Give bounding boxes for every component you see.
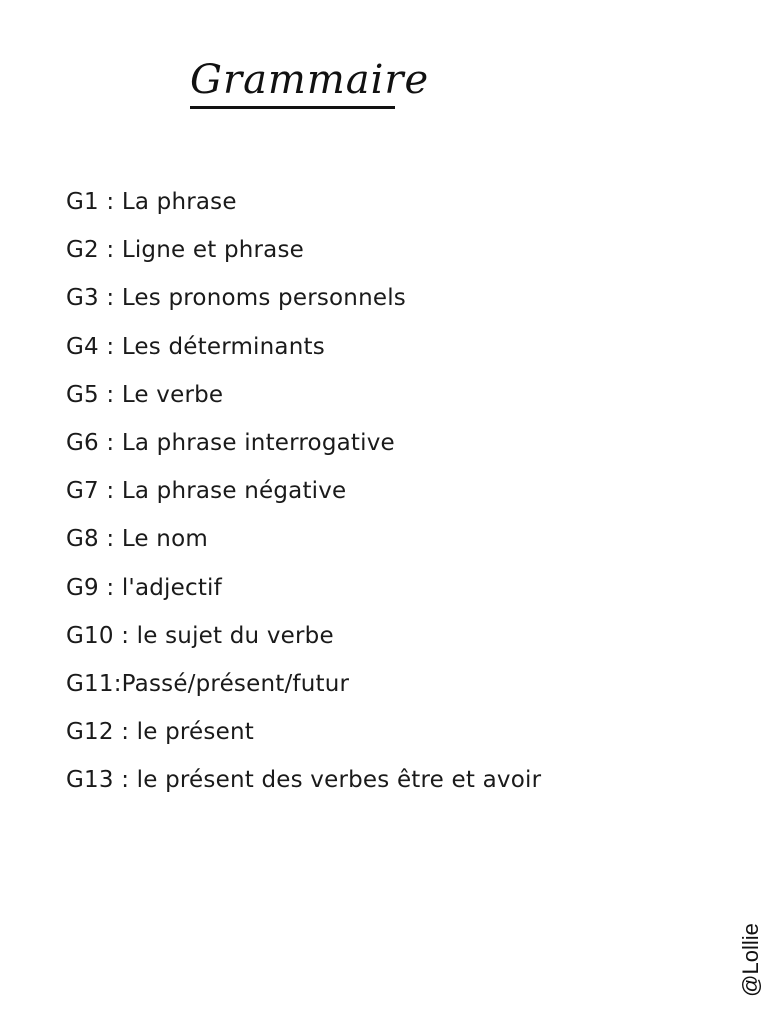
toc-item-g2: G2 : Ligne et phrase [66,237,305,264]
author-watermark [731,920,768,1000]
toc-item-g7: G7 : La phrase négative [66,478,347,505]
page-title: Grammaire [190,57,430,103]
title-underline [190,106,395,109]
toc-item-g1: G1 : La phrase [66,189,237,215]
toc-item-g12: G12 : le présent [66,719,254,746]
toc-item-g8: G8 : Le nom [66,526,208,553]
table-of-contents [66,184,541,810]
watermark-text: @Lollie [738,923,763,997]
toc-item-g13: G13 : le présent des verbes être et avoir [66,767,542,794]
toc-item-g10: G10 : le sujet du verbe [66,622,334,649]
toc-item-g6: G6 : La phrase interrogative [66,429,395,456]
toc-item-g3: G3 : Les pronoms personnels [66,285,406,312]
toc-item-g11: G11:Passé/présent/futur [66,670,350,697]
toc-item-g4: G4 : Les déterminants [66,333,325,360]
toc-item-g9: G9 : l'adjectif [66,574,222,601]
toc-item-g5: G5 : Le verbe [66,381,224,408]
